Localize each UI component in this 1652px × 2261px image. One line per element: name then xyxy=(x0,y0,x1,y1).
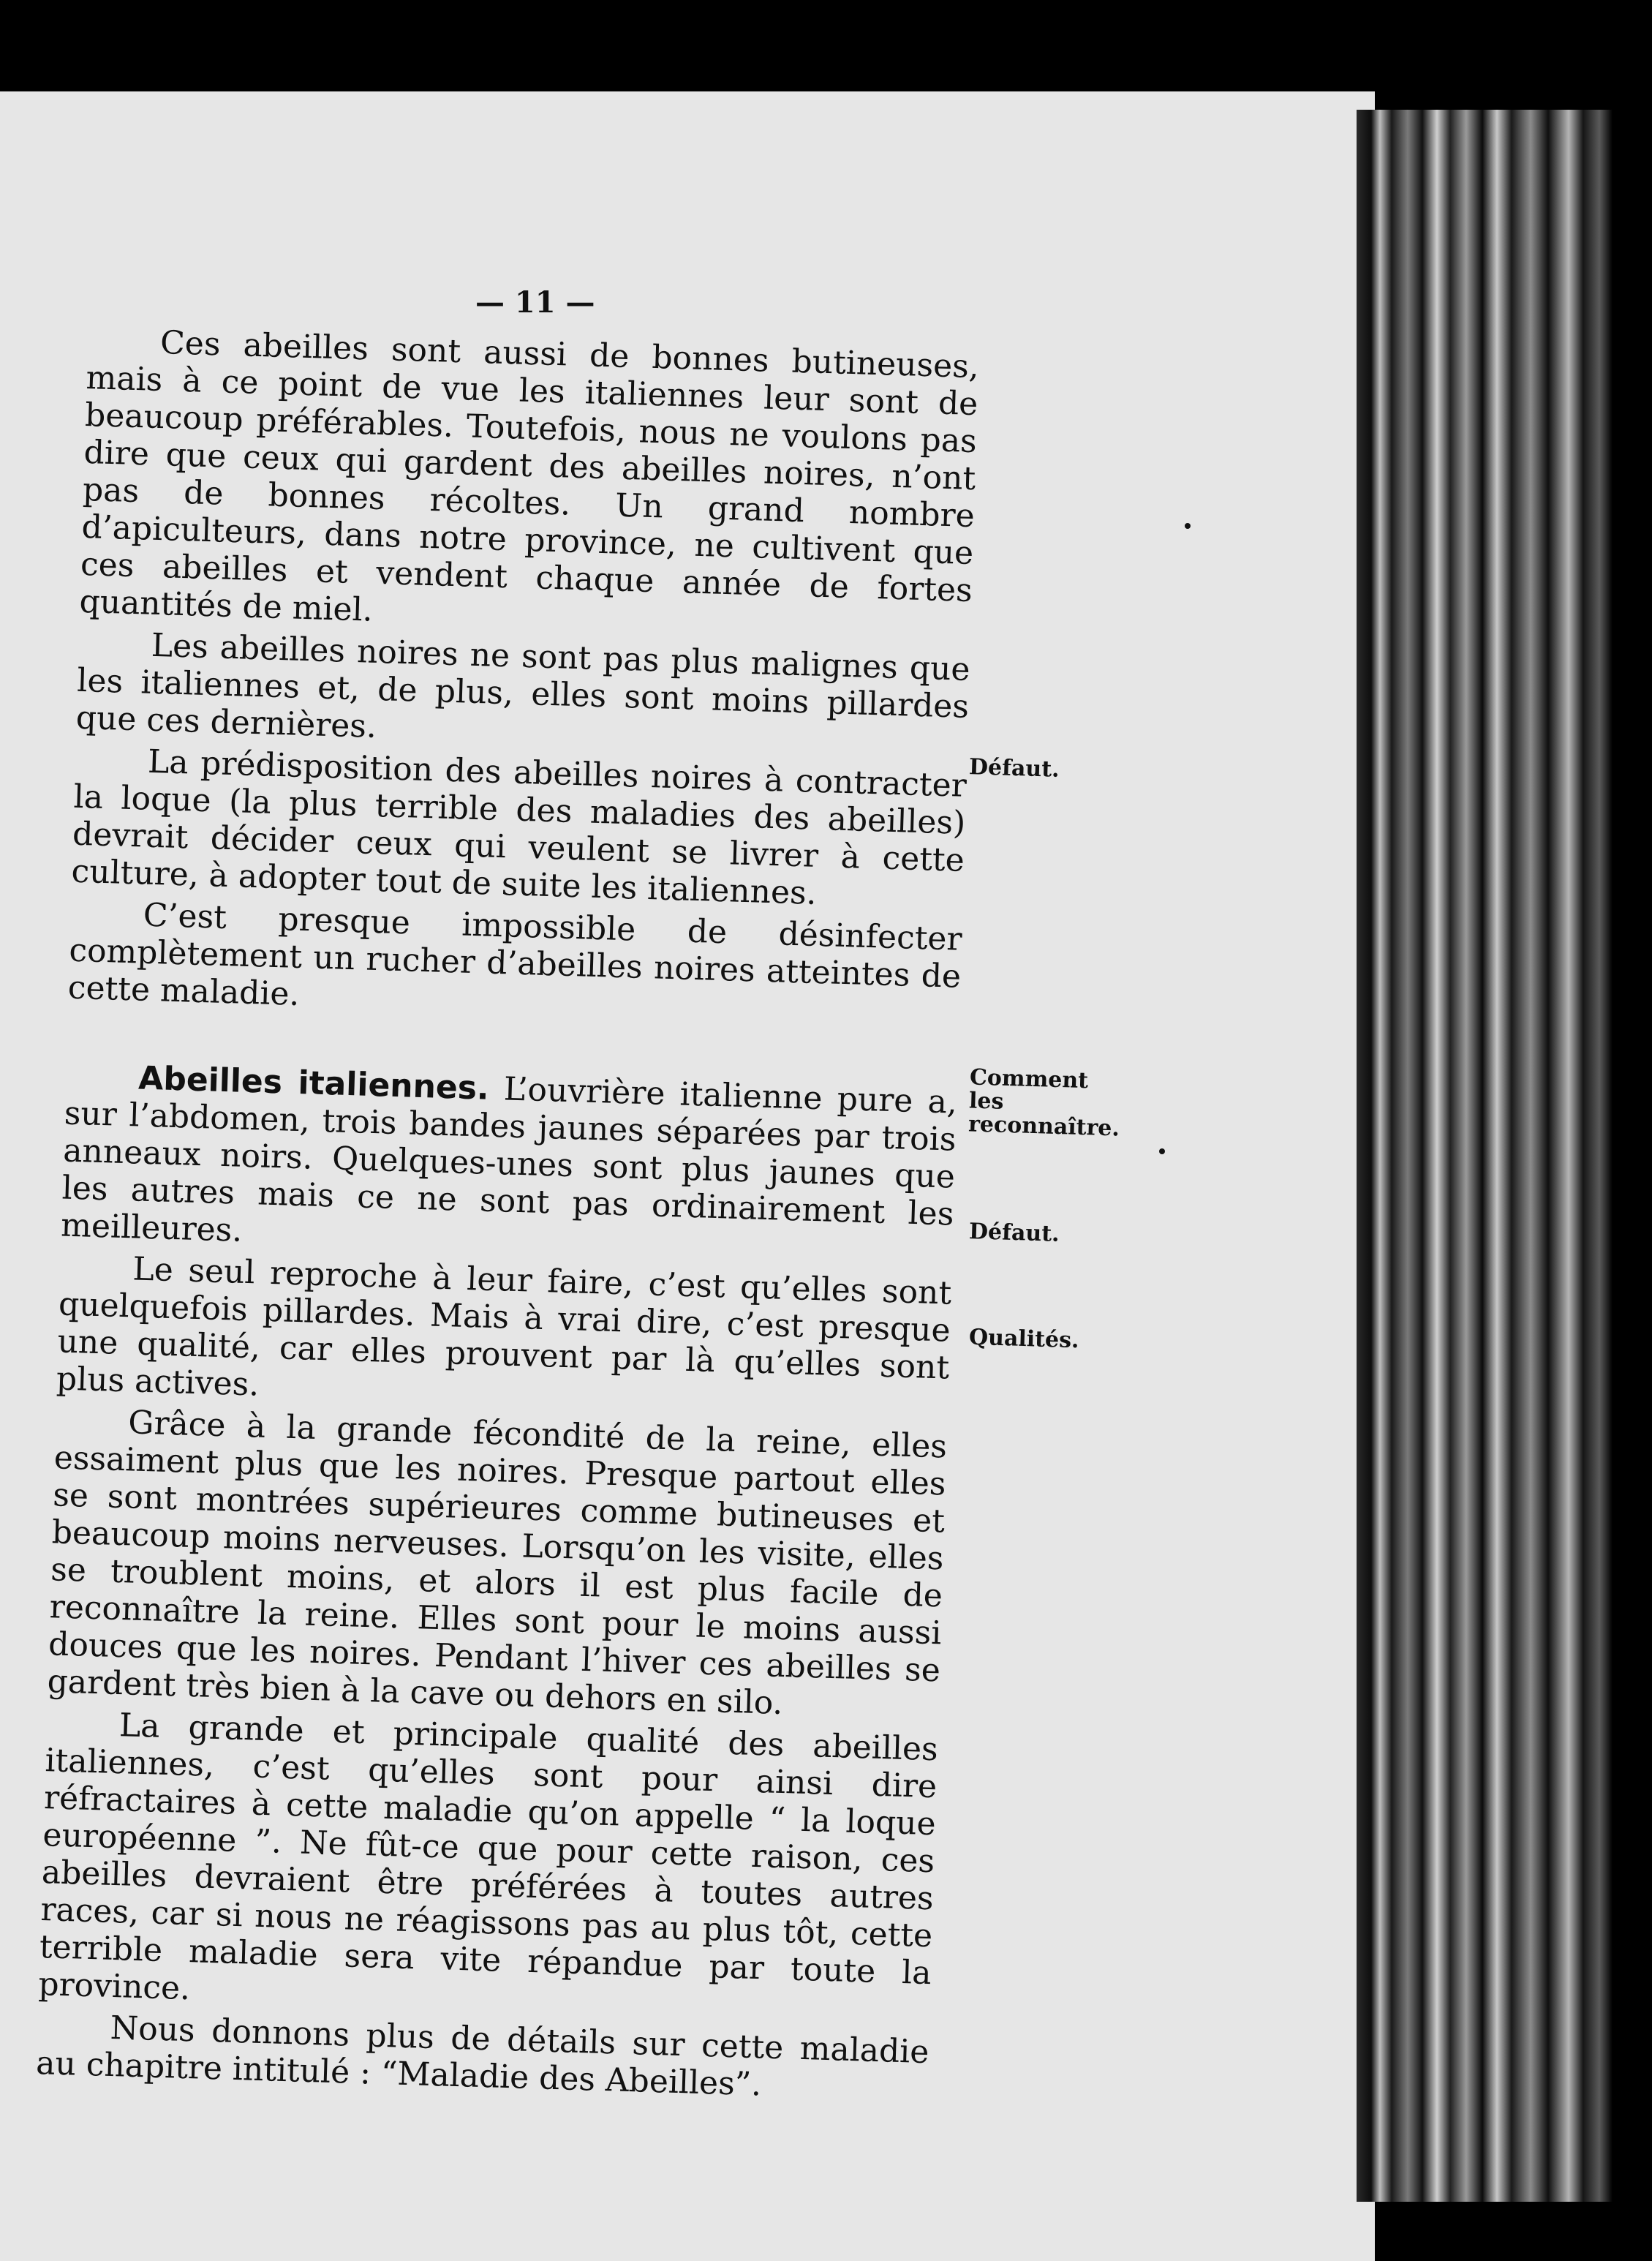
page-edges xyxy=(1357,110,1652,2202)
paragraph-3: La prédisposition des abeilles noires à contracter la loque (la plus terrible des maladies des abeilles) devrait décider ceux qui veulent se livrer à cette culture, à adopter tout de suite les italiennes. xyxy=(70,742,968,912)
section-heading: Abeilles italiennes. xyxy=(137,1059,490,1107)
paragraph-1: Ces abeilles sont aussi de bonnes butineuses, mais à ce point de vue les italiennes leur sont de beaucoup préférables. Toutefois, nous ne voulons pas dire que ceux qui gardent des abeilles noires, n’ont pas de bonnes récoltes. Un grand nombre d’apiculteurs, dans notre province, ne cultivent que ces abeilles et vendent chaque année de fortes quantités de miel. xyxy=(78,323,980,629)
section-paragraph-5: Nous donnons plus de détails sur cette maladie au chapitre intitulé : “Maladie des Abeilles”. xyxy=(35,2009,930,2104)
section-paragraph-1 xyxy=(61,1058,958,1271)
paragraph-2: Les abeilles noires ne sont pas plus malignes que les italiennes et, de plus, elles sont moins pillardes que ces dernières. xyxy=(75,626,971,745)
section-paragraph-2: Le seul reproche à leur faire, c’est qu’elles sont quelquefois pillardes. Mais à vrai dire, c’est presque une qualité, car elles prouvent par là qu’elles sont plus actives. xyxy=(56,1250,952,1404)
ink-spot xyxy=(1159,1148,1165,1154)
margin-note-defaut: Défaut. xyxy=(968,754,1060,783)
section-paragraph-3: Grâce à la grande fécondité de la reine, elles essaiment plus que les noires. Presque partout elles se sont montrées supérieures comme butineuses et beaucoup moins nerveuses. Lorsqu’on les visite, elles se troublent moins, et alors il est plus facile de reconnaître la reine. Elles sont pour le moins aussi douces que les noires. Pendant l’hiver ces abeilles se gardent très bien à la cave ou dehors en silo. xyxy=(47,1404,948,1723)
margin-note-qualites: Qualités. xyxy=(968,1324,1079,1354)
margin-note-defaut-2: Défaut. xyxy=(968,1219,1060,1247)
paragraph-4: C’est presque impossible de désinfecter complètement un rucher d’abeilles noires atteintes de cette maladie. xyxy=(67,896,963,1013)
ink-spot xyxy=(1185,523,1191,529)
page-number: — 11 — xyxy=(475,285,595,320)
section-paragraph-1-text: L’ouvrière italienne pure a, sur l’abdomen, trois bandes jaunes séparées par trois anneaux noirs. Quelques-unes sont plus jaunes que les autres mais ce ne sont pas ordinairement les meilleures. xyxy=(60,1070,958,1249)
body-text xyxy=(35,322,979,2113)
margin-note-reconnaitre: Comment les reconnaître. xyxy=(968,1064,1120,1142)
section-paragraph-4: La grande et principale qualité des abeilles italiennes, c’est qu’elles sont pour ainsi dire réfractaires à cette maladie qu’on appelle “ la loque européenne ”. Ne fût-ce que pour cette raison, ces abeilles devraient être préférées à toutes autres races, car si nous ne réagissons pas au plus tôt, cette terrible maladie sera vite répandue par toute la province. xyxy=(37,1707,939,2008)
